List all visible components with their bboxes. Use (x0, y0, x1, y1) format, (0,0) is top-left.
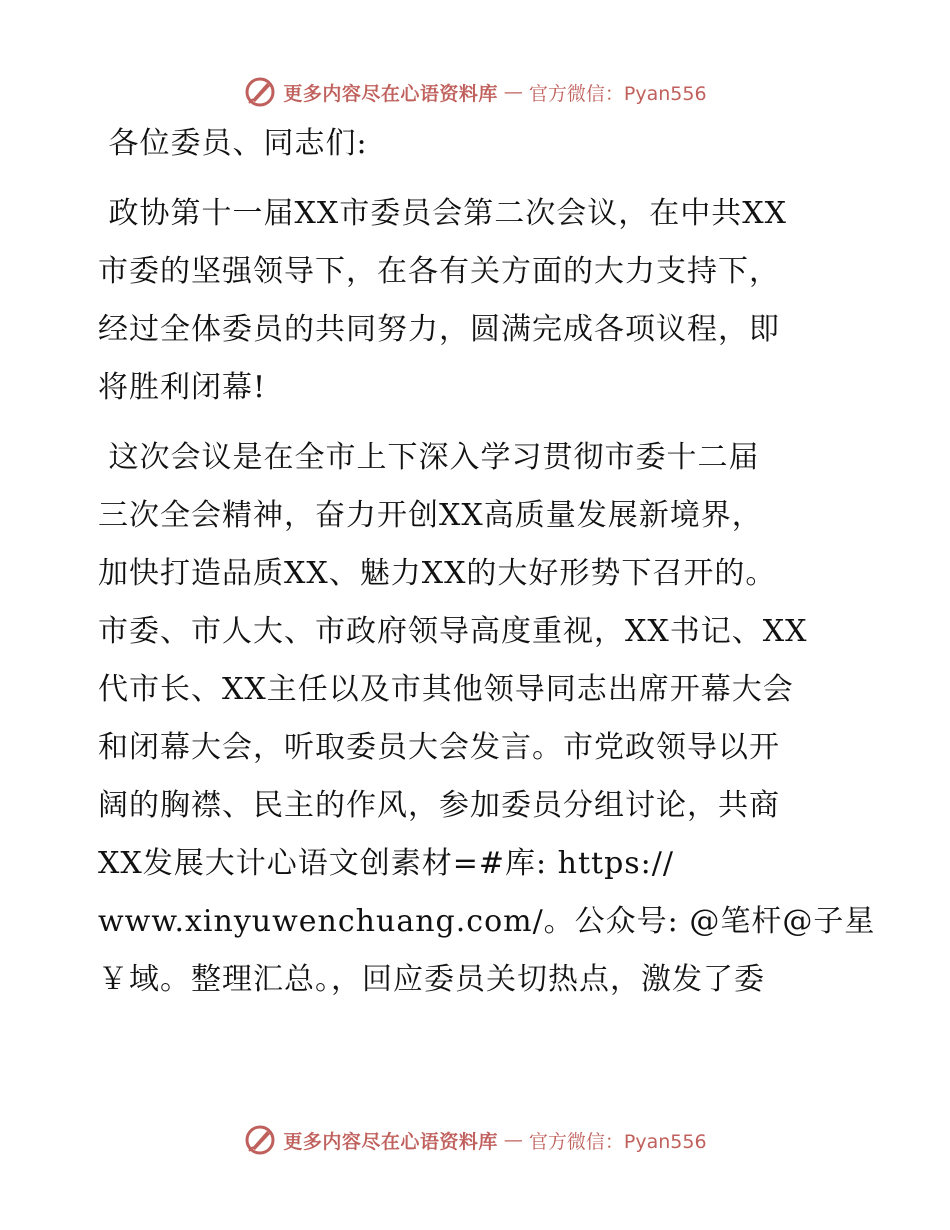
watermark-separator: — (503, 1129, 523, 1151)
paragraph-line: 市委的坚强领导下，在各有关方面的大力支持下， (98, 254, 780, 289)
paragraph-line: 市委、市人大、市政府领导高度重视，XX书记、XX (98, 614, 808, 649)
paragraph-line: 阔的胸襟、民主的作风，参加委员分组讨论，共商 (98, 788, 780, 823)
paragraph-2 (98, 438, 876, 1018)
quill-circle-logo-icon (243, 1123, 277, 1157)
paragraph-line: 代市长、XX主任以及市其他领导同志出席开幕大会 (98, 672, 794, 707)
paragraph-line: 和闭幕大会，听取委员大会发言。市党政领导以开 (98, 730, 780, 765)
paragraph-line: 加快打造品质XX、魅力XX的大好形势下召开的。 (98, 556, 777, 591)
quill-circle-logo-icon (243, 75, 277, 109)
paragraph-line: 三次全会精神，奋力开创XX高质量发展新境界， (98, 498, 763, 533)
header-watermark (0, 72, 950, 112)
salutation: 各位委员、同志们: (98, 126, 368, 161)
paragraph-line: 将胜利闭幕! (98, 370, 267, 405)
watermark-main-text: 更多内容尽在心语资料库 (283, 1130, 498, 1153)
watermark-contact: 官方微信：Pyan556 (528, 1130, 707, 1153)
watermark-main-text: 更多内容尽在心语资料库 (283, 82, 498, 105)
footer-watermark (0, 1120, 950, 1160)
paragraph-line: www.xinyuwenchuang.com/。公众号: @笔杆@子星 (98, 904, 876, 939)
paragraph-line: 政协第十一届XX市委员会第二次会议，在中共XX (98, 196, 787, 231)
paragraph-line: 这次会议是在全市上下深入学习贯彻市委十二届 (98, 440, 760, 475)
watermark-separator: — (503, 81, 523, 103)
paragraph-line: ￥域。整理汇总。，回应委员关切热点，激发了委 (98, 962, 765, 997)
paragraph-1 (98, 194, 858, 426)
watermark-contact: 官方微信：Pyan556 (528, 82, 707, 105)
paragraph-line: XX发展大计心语文创素材=#库: https:// (98, 846, 674, 881)
document-body (98, 124, 876, 1018)
paragraph-line: 经过全体委员的共同努力，圆满完成各项议程，即 (98, 312, 780, 347)
